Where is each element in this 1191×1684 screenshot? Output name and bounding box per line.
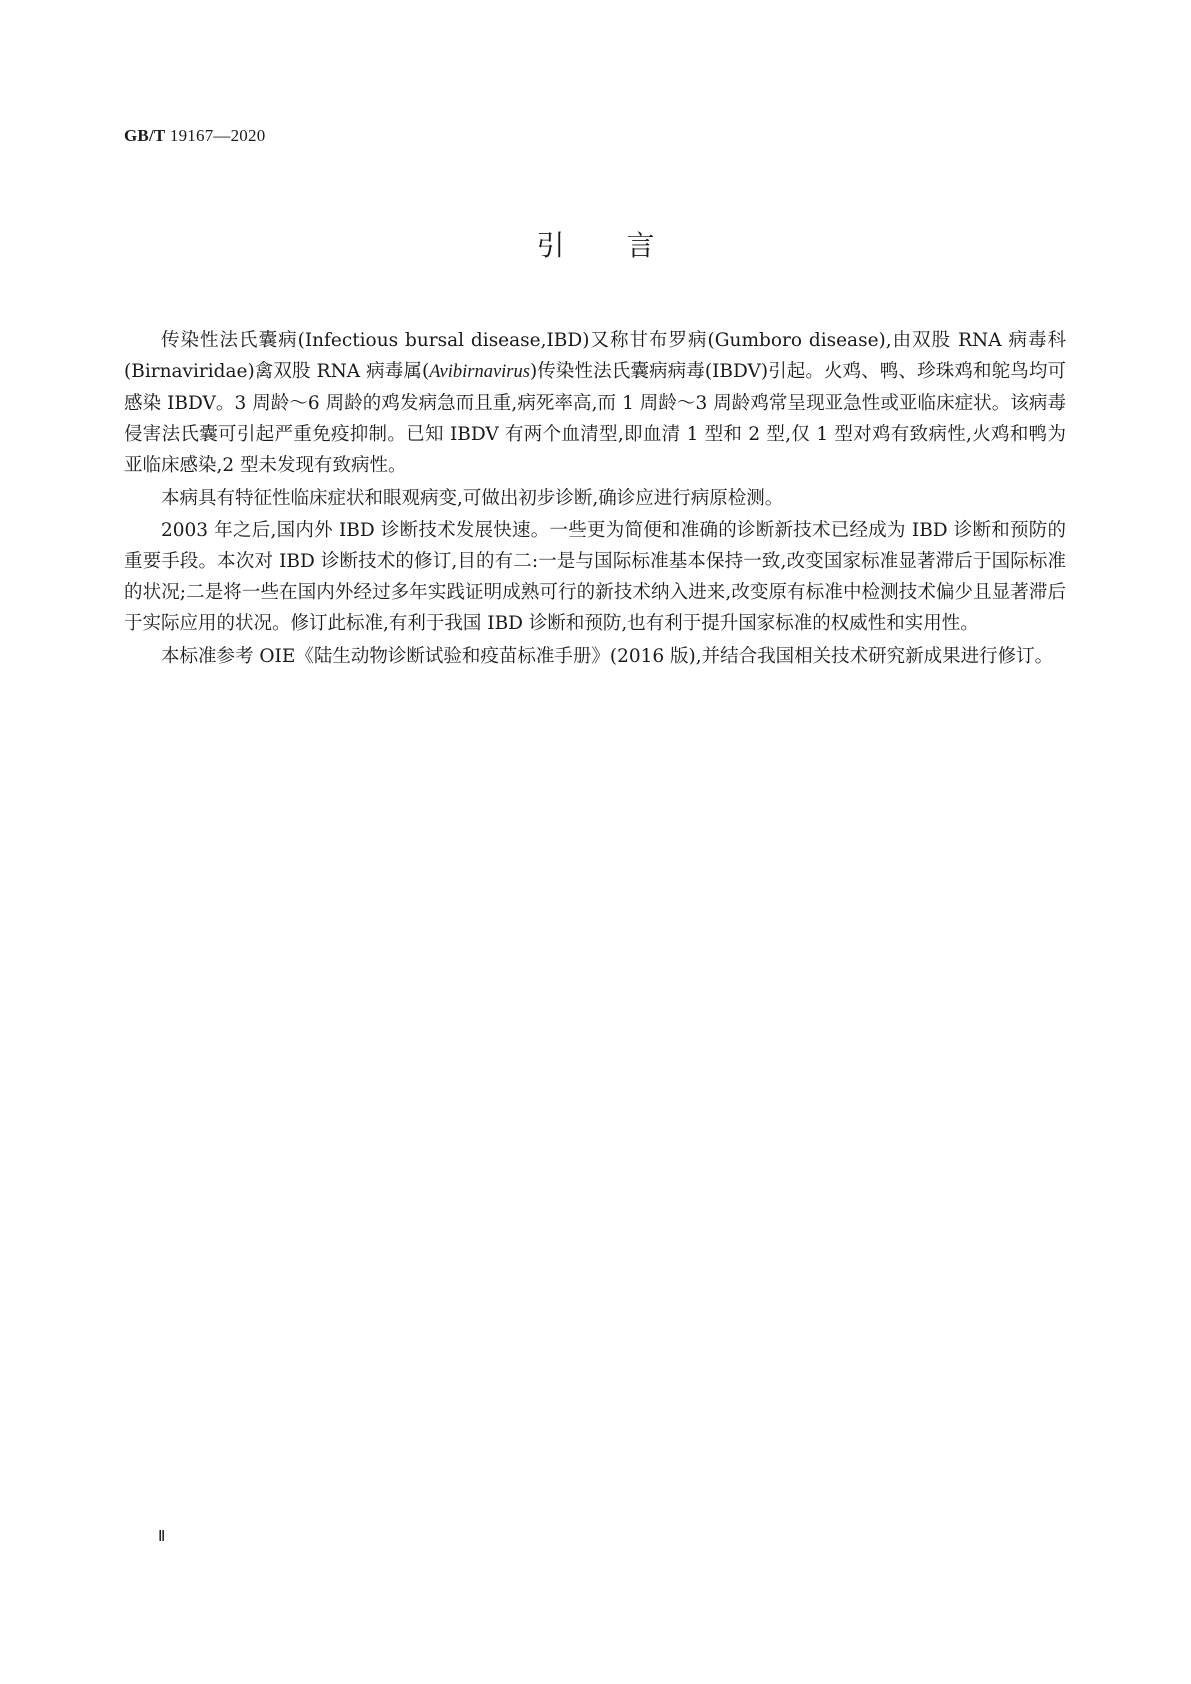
- document-code: [124, 126, 265, 146]
- page-number: Ⅱ: [158, 1529, 166, 1545]
- body-text: [124, 325, 1066, 673]
- paragraph-3: 2003 年之后,国内外 IBD 诊断技术发展快速。一些更为简便和准确的诊断新技术已经成为 IBD 诊断和预防的重要手段。本次对 IBD 诊断技术的修订,目的有二:一是与国际标准基本保持一致,改变国家标准显著滞后于国际标准的状况;二是将一些在国内外经过多年实践证明成熟可行的新技术纳入进来,改变原有标准中检测技术偏少且显著滞后于实际应用的状况。修订此标准,有利于我国 IBD 诊断和预防,也有利于提升国家标准的权威性和实用性。: [124, 520, 1066, 634]
- section-title: 引言: [536, 229, 717, 262]
- paragraph-4: 本标准参考 OIE《陆生动物诊断试验和疫苗标准手册》(2016 版),并结合我国相关技术研究新成果进行修订。: [161, 645, 1054, 667]
- paragraph-2: 本病具有特征性临床症状和眼观病变,可做出初步诊断,确诊应进行病原检测。: [161, 487, 784, 509]
- paragraph-1: [124, 325, 1066, 481]
- document-code-prefix: GB/T: [124, 126, 166, 145]
- document-code-number: 19167—2020: [169, 126, 266, 145]
- paragraph-1-text-start: 传染性法氏囊病(Infectious bursal disease,IBD)又称甘布罗病(Gumboro disease),由双股 RNA 病毒科(Birnaviridae)禽双股 RNA 病毒属(: [124, 330, 1066, 382]
- genus-name-italic: Avibirnavirus: [429, 362, 530, 382]
- paragraph-1-text-end: )传染性法氏囊病病毒(IBDV)引起。火鸡、鸭、珍珠鸡和鸵鸟均可感染 IBDV。3 周龄～6 周龄的鸡发病急而且重,病死率高,而 1 周龄～3 周龄鸡常呈现亚急性或亚临床症状。该病毒侵害法氏囊可引起严重免疫抑制。已知 IBDV 有两个血清型,即血清 1 型和 2 型,仅 1 型对鸡有致病性,火鸡和鸭为亚临床感染,2 型未发现有致病性。: [124, 361, 1066, 476]
